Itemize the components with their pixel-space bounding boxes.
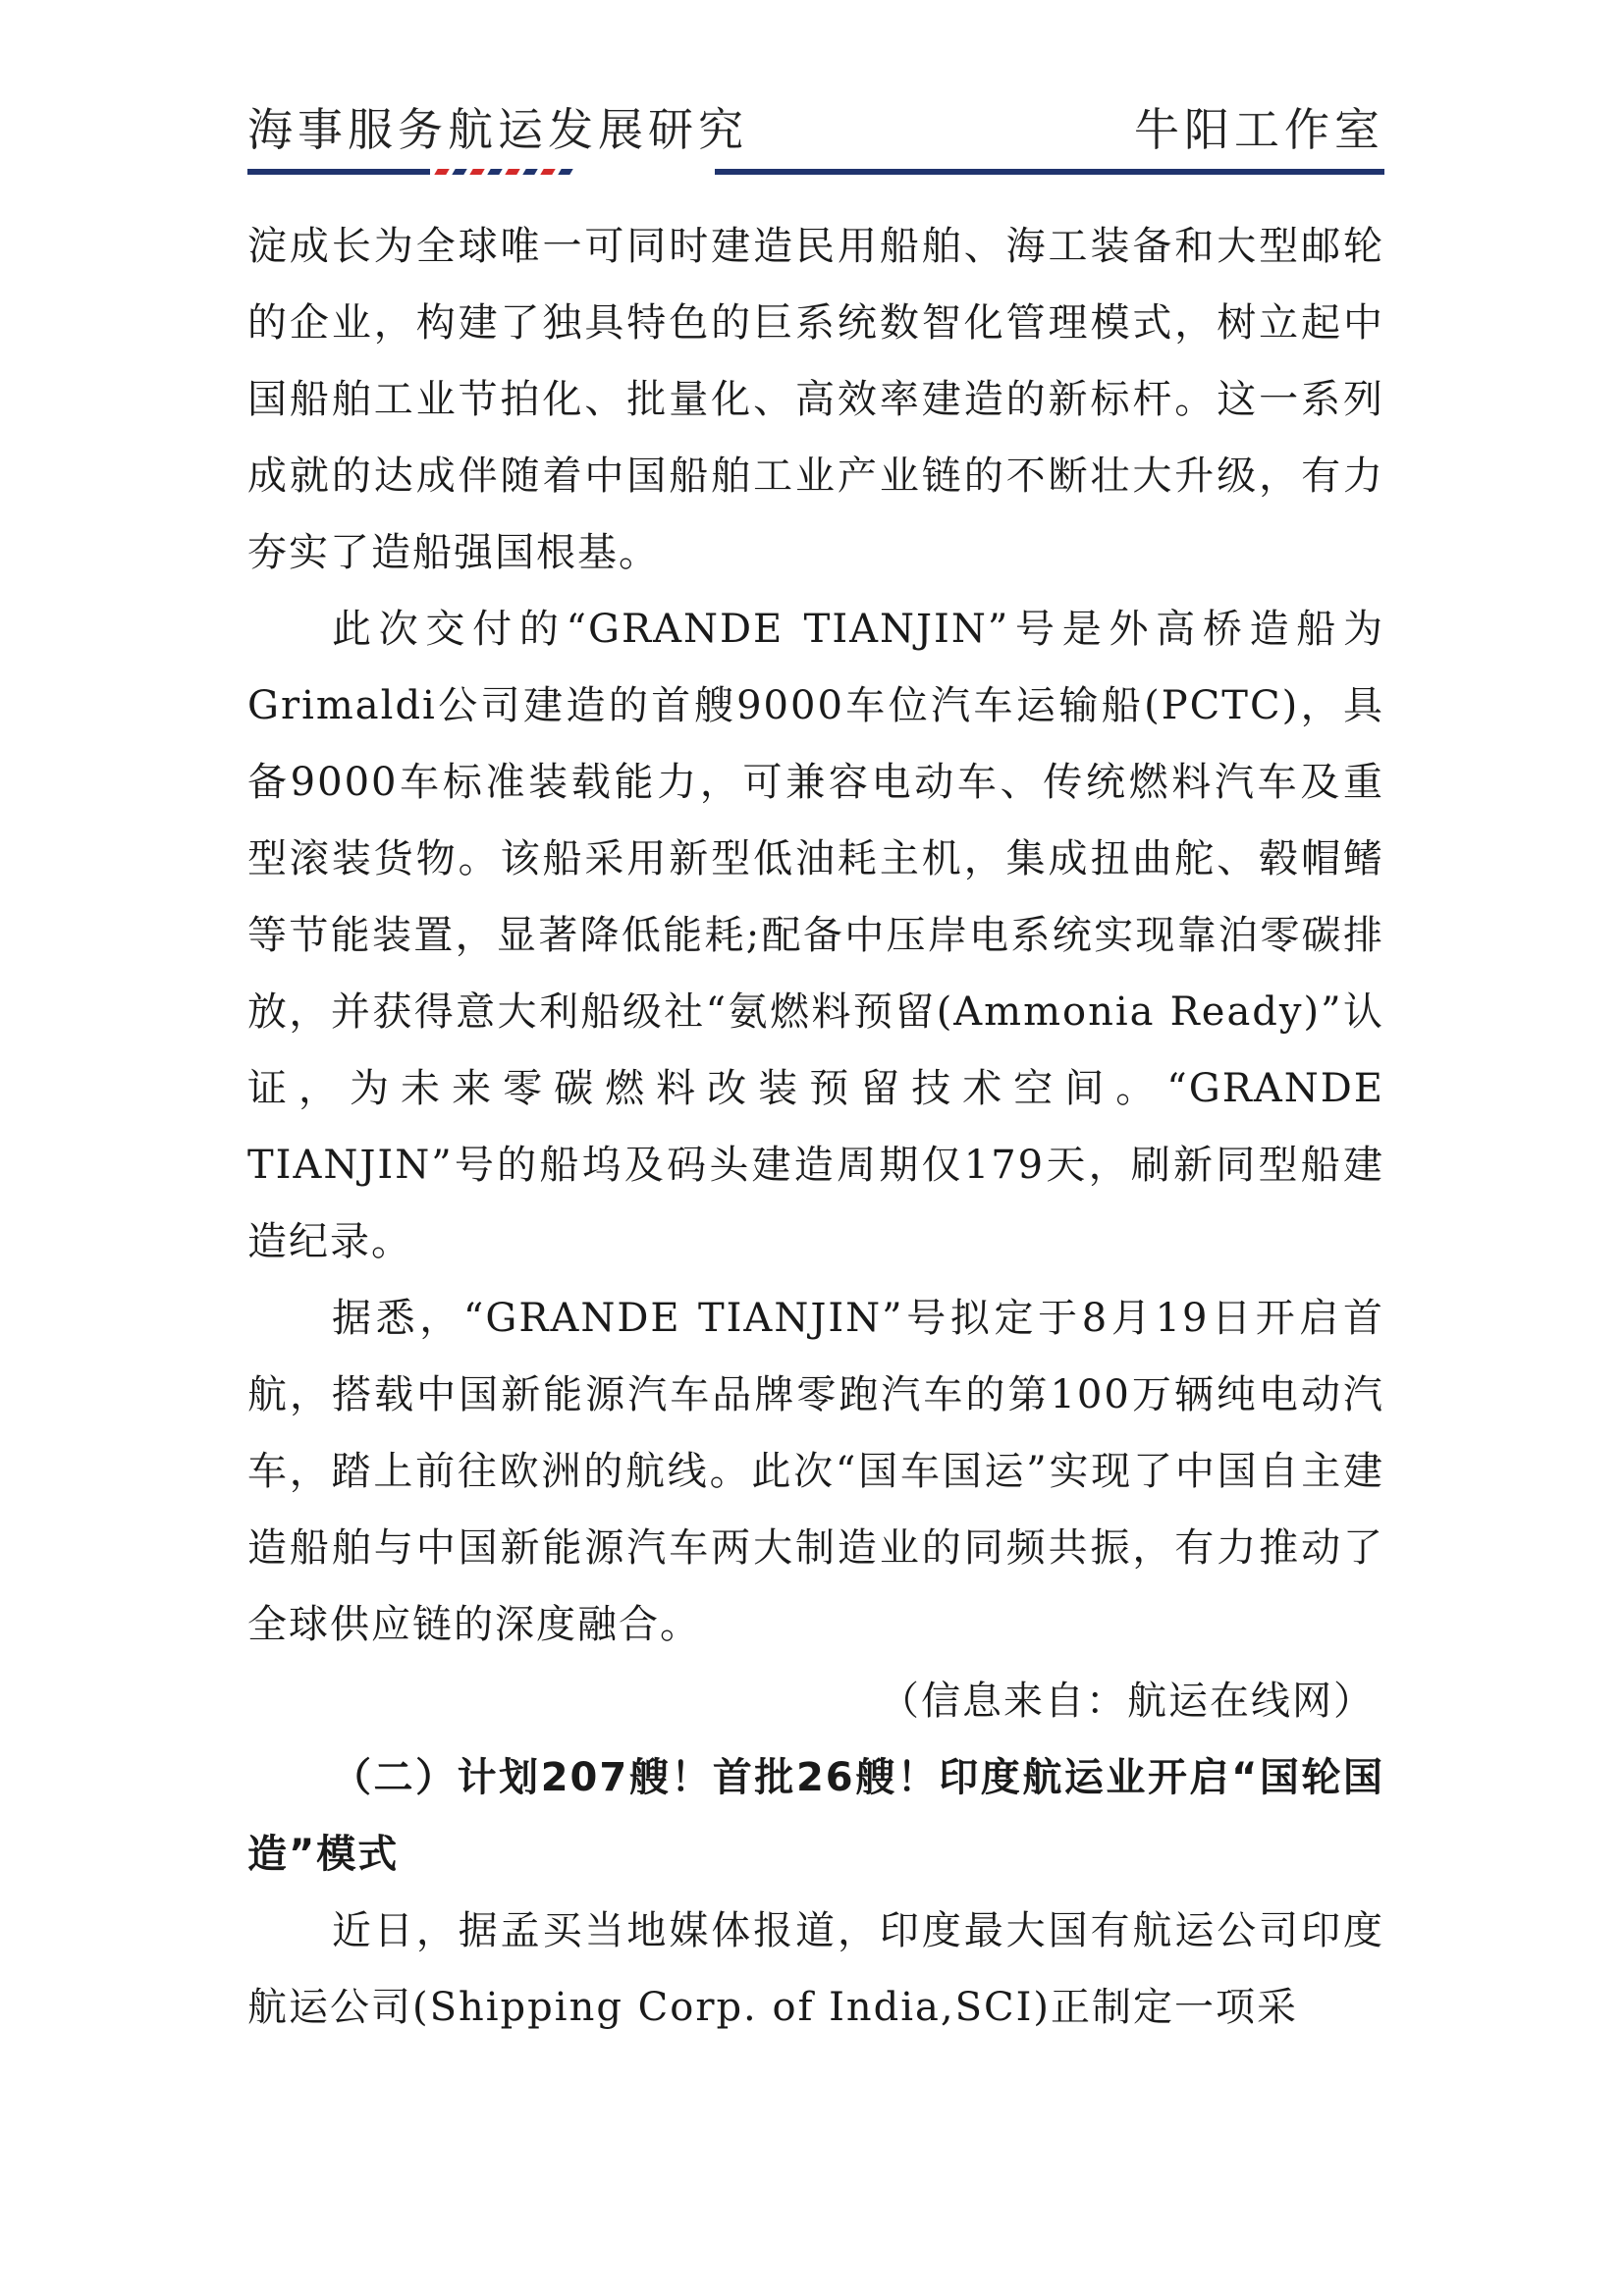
header-rule-stripe (522, 169, 537, 175)
header-rule-stripe (434, 169, 449, 175)
document-body (247, 208, 1384, 2046)
header-rule-stripe (505, 169, 519, 175)
paragraph-1: 淀成长为全球唯一可同时建造民用船舶、海工装备和大型邮轮的企业，构建了独具特色的巨系统数智化管理模式，树立起中国船舶工业节拍化、批量化、高效率建造的新标杆。这一系列成就的达成伴随着中国船舶工业产业链的不断壮大升级，有力夯实了造船强国根基。 (247, 224, 1384, 575)
header-rule-stripe (540, 169, 555, 175)
header-organization: 牛阳工作室 (1134, 103, 1384, 156)
header-rule-line (247, 169, 1384, 175)
paragraph-2: 此次交付的“GRANDE TIANJIN”号是外高桥造船为Grimaldi公司建造的首艘9000车位汽车运输船(PCTC)，具备9000车标准装载能力，可兼容电动车、传统燃料汽车及重型滚装货物。该船采用新型低油耗主机，集成扭曲舵、毂帽鳍等节能装置，显著降低能耗;配备中压岸电系统实现靠泊零碳排放，并获得意大利船级社“氨燃料预留(Ammonia Ready)”认证，为未来零碳燃料改装预留技术空间。“GRANDE TIANJIN”号的船坞及码头建造周期仅179天，刷新同型船建造纪录。 (247, 607, 1384, 1264)
header-rule-stripe (452, 169, 466, 175)
source-note: （信息来自：航运在线网） (880, 1679, 1375, 1724)
header-rule (247, 169, 1384, 175)
section-heading: （二）计划207艘！首批26艘！印度航运业开启“国轮国造”模式 (247, 1755, 1384, 1877)
header-rule-stripes (436, 169, 577, 175)
header-rule-stripe (469, 169, 484, 175)
page-header (247, 94, 1384, 173)
header-rule-stripe (487, 169, 502, 175)
header-title: 海事服务航运发展研究 (247, 103, 748, 156)
paragraph-4: 近日，据孟买当地媒体报道，印度最大国有航运公司印度航运公司(Shipping Corp. of India,SCI)正制定一项采 (247, 1908, 1384, 2030)
paragraph-3: 据悉，“GRANDE TIANJIN”号拟定于8月19日开启首航，搭载中国新能源汽车品牌零跑汽车的第100万辆纯电动汽车，踏上前往欧洲的航线。此次“国车国运”实现了中国自主建造船舶与中国新能源汽车两大制造业的同频共振，有力推动了全球供应链的深度融合。 (247, 1296, 1384, 1647)
header-rule-stripe (558, 169, 572, 175)
